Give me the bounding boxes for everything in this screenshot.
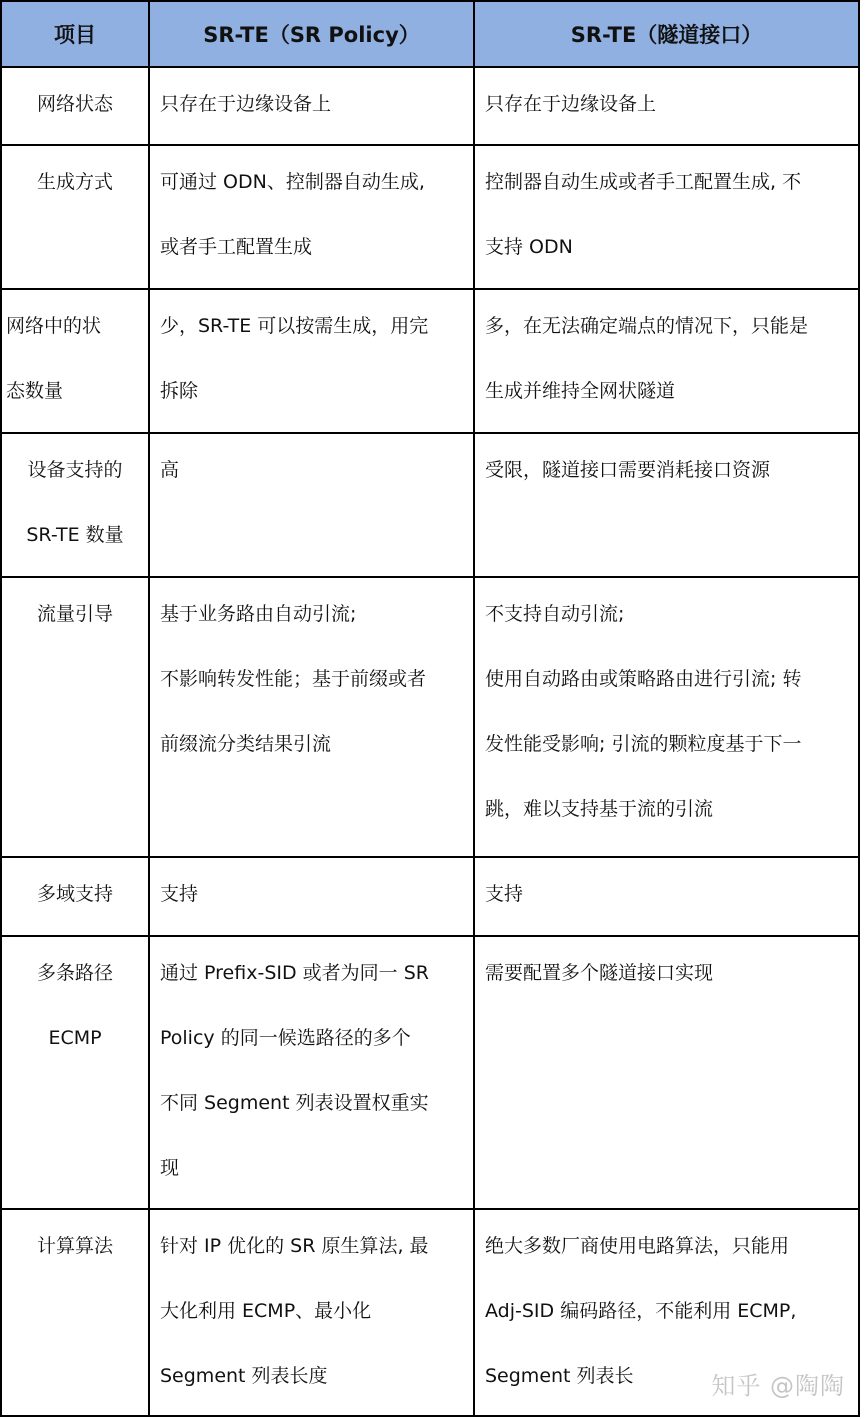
- cell-line: 多，在无法确定端点的情况下，只能是: [485, 315, 809, 337]
- header-tunnel-interface: SR-TE（隧道接口）: [474, 1, 859, 67]
- cell-line: 网络状态: [36, 93, 113, 115]
- cell-line: Adj-SID 编码路径，不能利用 ECMP,: [485, 1300, 797, 1322]
- tunnel-interface-cell: [474, 289, 859, 433]
- cell-line: 多域支持: [36, 883, 113, 905]
- cell-line: 可通过 ODN、控制器自动生成,: [160, 171, 425, 193]
- cell-line: 只存在于边缘设备上: [160, 93, 332, 115]
- header-sr-policy: SR-TE（SR Policy）: [149, 1, 474, 67]
- cell-line: 多条路径: [36, 962, 113, 984]
- cell-line: 跳，难以支持基于流的引流: [485, 798, 714, 820]
- cell-line: 不影响转发性能；基于前缀或者: [160, 668, 427, 690]
- cell-line: SR-TE 数量: [26, 524, 124, 546]
- cell-line: 流量引导: [36, 603, 113, 625]
- row-label: [1, 1209, 149, 1416]
- tunnel-interface-cell: [474, 936, 859, 1209]
- cell-line: 使用自动路由或策略路由进行引流; 转: [485, 668, 802, 690]
- row-label: [1, 145, 149, 289]
- sr-policy-cell: [149, 577, 474, 857]
- cell-line: 支持: [160, 883, 199, 905]
- cell-line: 受限，隧道接口需要消耗接口资源: [485, 459, 771, 481]
- row-label: [1, 936, 149, 1209]
- cell-line: 生成并维持全网状隧道: [485, 380, 676, 402]
- sr-policy-cell: [149, 936, 474, 1209]
- cell-line: 网络中的状: [6, 315, 102, 337]
- tunnel-interface-cell: [474, 433, 859, 577]
- cell-line: 只存在于边缘设备上: [485, 93, 657, 115]
- cell-line: Segment 列表长: [485, 1365, 634, 1387]
- cell-line: 支持 ODN: [485, 236, 573, 258]
- cell-line: 需要配置多个隧道接口实现: [485, 962, 714, 984]
- cell-line: 拆除: [160, 380, 199, 402]
- cell-line: 计算算法: [36, 1235, 113, 1257]
- cell-line: 大化利用 ECMP、最小化: [160, 1300, 372, 1322]
- sr-policy-cell: [149, 145, 474, 289]
- sr-policy-cell: [149, 1209, 474, 1416]
- cell-line: 针对 IP 优化的 SR 原生算法, 最: [160, 1235, 429, 1257]
- cell-line: 支持: [485, 883, 524, 905]
- table-row-traffic-steering: [1, 577, 859, 857]
- table-row-state-count: [1, 289, 859, 433]
- tunnel-interface-cell: [474, 577, 859, 857]
- cell-line: 不同 Segment 列表设置权重实: [160, 1092, 429, 1114]
- table-row-multipath-ecmp: [1, 936, 859, 1209]
- cell-line: 高: [160, 459, 180, 481]
- cell-line: 设备支持的: [27, 459, 123, 481]
- table-row-device-srte-capacity: [1, 433, 859, 577]
- cell-line: 或者手工配置生成: [160, 236, 313, 258]
- cell-line: 前缀流分类结果引流: [160, 733, 332, 755]
- cell-line: Segment 列表长度: [160, 1365, 328, 1387]
- table-row-generation-method: [1, 145, 859, 289]
- cell-line: 不支持自动引流;: [485, 603, 625, 625]
- cell-line: 绝大多数厂商使用电路算法，只能用: [485, 1235, 790, 1257]
- row-label: [1, 289, 149, 433]
- sr-policy-cell: [149, 289, 474, 433]
- cell-line: ECMP: [48, 1027, 102, 1049]
- row-label: [1, 433, 149, 577]
- cell-line: 生成方式: [36, 171, 113, 193]
- cell-line: 发性能受影响; 引流的颗粒度基于下一: [485, 733, 802, 755]
- cell-line: 少，SR-TE 可以按需生成，用完: [160, 315, 429, 337]
- cell-line: 态数量: [6, 380, 64, 402]
- watermark: 知乎 @陶陶: [711, 1372, 845, 1400]
- tunnel-interface-cell: [474, 145, 859, 289]
- header-item: 项目: [1, 1, 149, 67]
- row-label: [1, 577, 149, 857]
- cell-line: 现: [160, 1157, 180, 1179]
- cell-line: Policy 的同一候选路径的多个: [160, 1027, 411, 1049]
- cell-line: 控制器自动生成或者手工配置生成, 不: [485, 171, 802, 193]
- cell-line: 基于业务路由自动引流;: [160, 603, 357, 625]
- cell-line: 通过 Prefix-SID 或者为同一 SR: [160, 962, 429, 984]
- sr-policy-cell: [149, 433, 474, 577]
